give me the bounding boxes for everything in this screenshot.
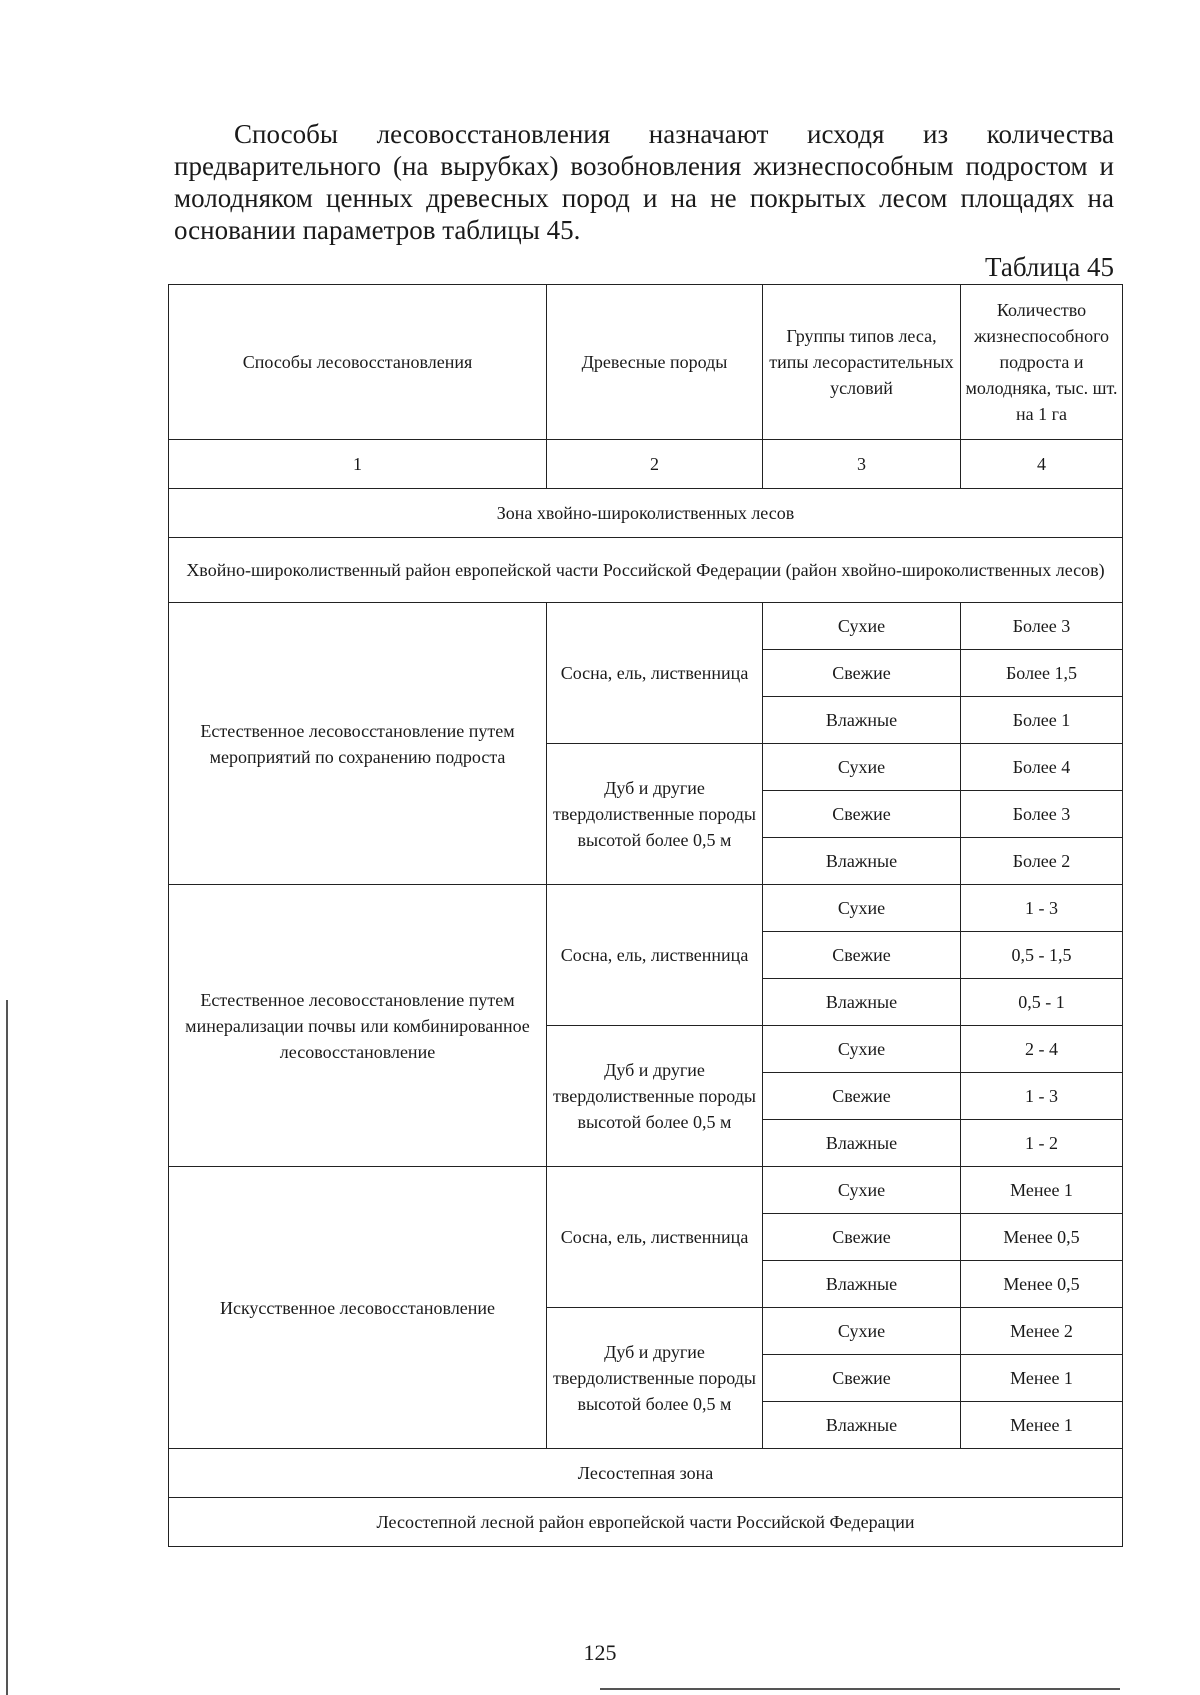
amount-cell: Более 4 (961, 744, 1123, 791)
amount-cell: 1 - 2 (961, 1120, 1123, 1167)
condition-cell: Влажные (763, 979, 961, 1026)
amount-cell: Менее 1 (961, 1402, 1123, 1449)
table-row (169, 1167, 1123, 1214)
condition-cell: Влажные (763, 1120, 961, 1167)
method-cell: Естественное лесовосстановление путем мероприятий по сохранению подроста (169, 603, 547, 885)
condition-cell: Сухие (763, 885, 961, 932)
scan-edge-line (600, 1688, 1120, 1690)
amount-cell: 0,5 - 1,5 (961, 932, 1123, 979)
table-row (169, 885, 1123, 932)
species-cell: Дуб и другие твердолиственные породы высотой более 0,5 м (547, 744, 763, 885)
column-number: 4 (961, 440, 1123, 489)
column-number: 2 (547, 440, 763, 489)
header-quantity: Количество жизнеспособного подроста и молодняка, тыс. шт. на 1 га (961, 285, 1123, 440)
condition-cell: Влажные (763, 1402, 961, 1449)
amount-cell: 1 - 3 (961, 1073, 1123, 1120)
condition-cell: Сухие (763, 1167, 961, 1214)
intro-paragraph: Способы лесовосстановления назначают исходя из количества предварительного (на вырубках) возобновления жизнеспособным подростом и молодняком ценных древесных пород и на не покрытых лесом площадях на основании параметров таблицы 45. (174, 119, 1114, 245)
header-forest-types: Группы типов леса, типы лесорастительных условий (763, 285, 961, 440)
amount-cell: Менее 0,5 (961, 1261, 1123, 1308)
condition-cell: Влажные (763, 697, 961, 744)
amount-cell: 0,5 - 1 (961, 979, 1123, 1026)
reforestation-table (168, 284, 1123, 1547)
table-caption: Таблица 45 (985, 252, 1114, 282)
condition-cell: Сухие (763, 1308, 961, 1355)
region-title: Хвойно-широколиственный район европейской части Российской Федерации (район хвойно-широколиственных лесов) (169, 538, 1123, 603)
condition-cell: Свежие (763, 1214, 961, 1261)
condition-cell: Свежие (763, 650, 961, 697)
amount-cell: 1 - 3 (961, 885, 1123, 932)
condition-cell: Свежие (763, 1073, 961, 1120)
condition-cell: Сухие (763, 603, 961, 650)
page-number: 125 (583, 1640, 617, 1665)
amount-cell: Менее 1 (961, 1167, 1123, 1214)
condition-cell: Влажные (763, 1261, 961, 1308)
method-cell: Искусственное лесовосстановление (169, 1167, 547, 1449)
condition-cell: Влажные (763, 838, 961, 885)
condition-cell: Свежие (763, 791, 961, 838)
condition-cell: Свежие (763, 932, 961, 979)
column-number: 1 (169, 440, 547, 489)
header-methods: Способы лесовосстановления (169, 285, 547, 440)
zone-row (169, 1449, 1123, 1498)
table-row (169, 603, 1123, 650)
amount-cell: Более 1 (961, 697, 1123, 744)
amount-cell: Менее 2 (961, 1308, 1123, 1355)
region-row (169, 538, 1123, 603)
species-cell: Сосна, ель, лиственница (547, 885, 763, 1026)
column-number: 3 (763, 440, 961, 489)
amount-cell: Менее 0,5 (961, 1214, 1123, 1261)
scan-edge-line (6, 1000, 8, 1695)
region-row (169, 1498, 1123, 1547)
amount-cell: Более 2 (961, 838, 1123, 885)
zone-title: Лесостепная зона (169, 1449, 1123, 1498)
species-cell: Сосна, ель, лиственница (547, 1167, 763, 1308)
amount-cell: Менее 1 (961, 1355, 1123, 1402)
condition-cell: Сухие (763, 744, 961, 791)
amount-cell: Более 3 (961, 791, 1123, 838)
species-cell: Дуб и другие твердолиственные породы высотой более 0,5 м (547, 1308, 763, 1449)
header-species: Древесные породы (547, 285, 763, 440)
amount-cell: Более 3 (961, 603, 1123, 650)
species-cell: Сосна, ель, лиственница (547, 603, 763, 744)
condition-cell: Сухие (763, 1026, 961, 1073)
condition-cell: Свежие (763, 1355, 961, 1402)
species-cell: Дуб и другие твердолиственные породы высотой более 0,5 м (547, 1026, 763, 1167)
amount-cell: Более 1,5 (961, 650, 1123, 697)
amount-cell: 2 - 4 (961, 1026, 1123, 1073)
zone-title: Зона хвойно-широколиственных лесов (169, 489, 1123, 538)
method-cell: Естественное лесовосстановление путем минерализации почвы или комбинированное лесовосстановление (169, 885, 547, 1167)
region-title: Лесостепной лесной район европейской части Российской Федерации (169, 1498, 1123, 1547)
zone-row (169, 489, 1123, 538)
column-number-row (169, 440, 1123, 489)
table-header-row (169, 285, 1123, 440)
